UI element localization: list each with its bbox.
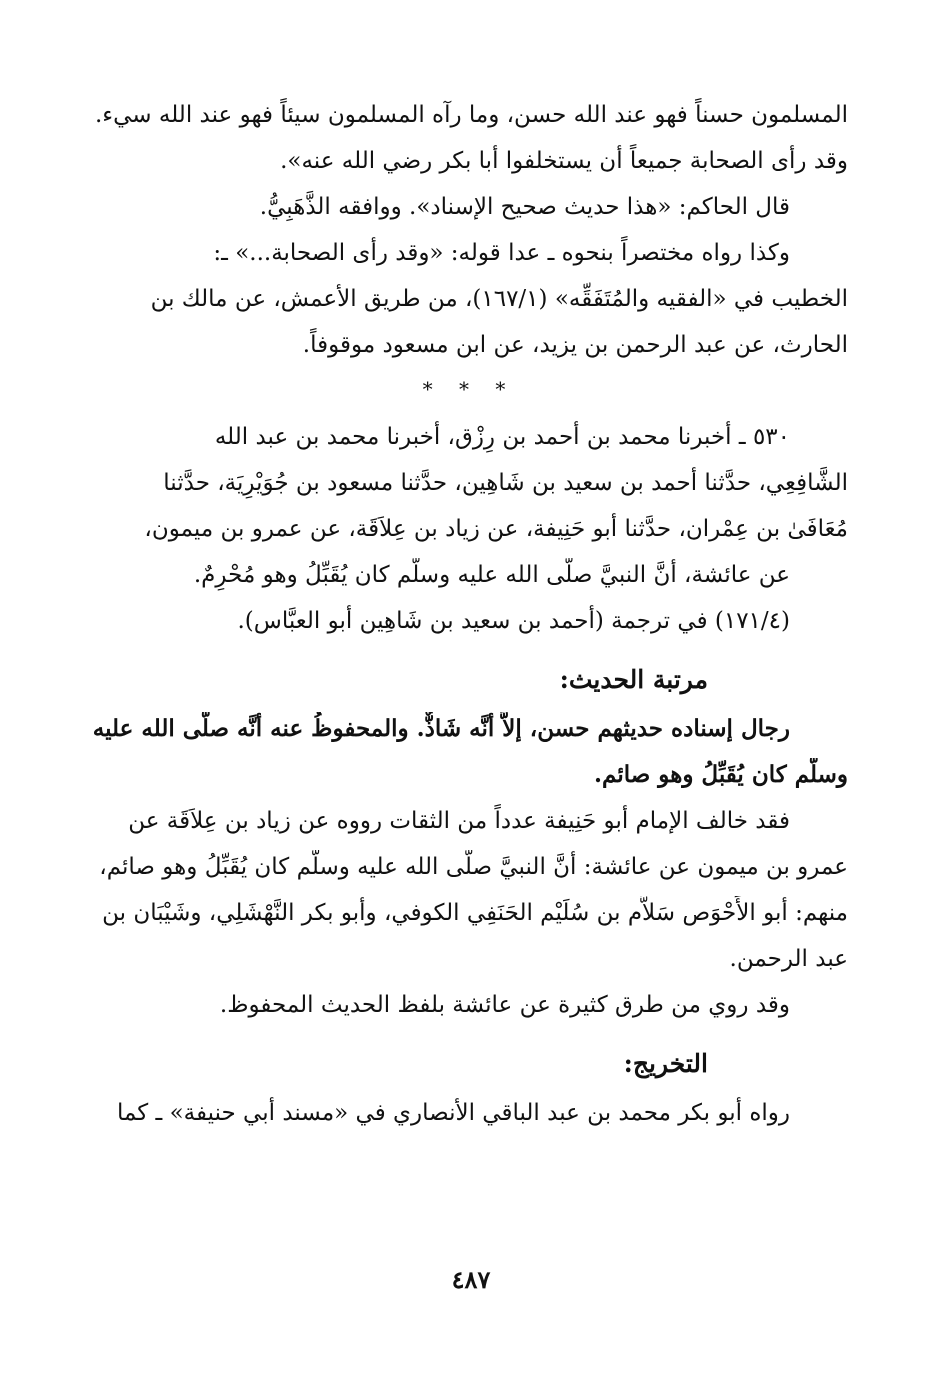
page-body <box>90 98 848 1142</box>
analysis-line: وقد روي من طرق كثيرة عن عائشة بلفظ الحديث المحفوظ. <box>219 992 790 1018</box>
page-number: ٤٨٧ <box>451 1265 491 1294</box>
rank-line: رجال إسناده حديثهم حسن، إلاَّ أنَّه شَاذٌّ. والمحفوظُ عنه أنَّه صلَّى الله عليه <box>92 715 790 742</box>
text-line: وكذا رواه مختصراً بنحوه ـ عدا قوله: «وقد رأى الصحابة...» ـ: <box>213 240 790 266</box>
text-line: الحارث، عن عبد الرحمن بن يزيد، عن ابن مسعود موقوفاً. <box>302 332 848 358</box>
text-line: قال الحاكم: «هذا حديث صحيح الإسناد». ووافقه الذَّهَبِيُّ. <box>259 194 790 220</box>
hadith-line: مُعَافَىٰ بن عِمْران، حدَّثنا أبو حَنِيفة، عن زياد بن عِلاَقَة، عن عمرو بن ميمون، <box>144 516 848 542</box>
rank-heading: مرتبة الحديث: <box>559 665 708 694</box>
analysis-line: فقد خالف الإمام أبو حَنِيفة عدداً من الثقات رووه عن زياد بن عِلاَقَة عن <box>128 808 790 834</box>
rank-line: وسلَّم كان يُقَبِّلُ وهو صائم. <box>594 761 848 788</box>
analysis-line: منهم: أبو الأَحْوَص سَلاَّم بن سُلَيْم الحَنَفِي الكوفي، وأبو بكر النَّهْشَلِي، وشَيْبَان بن <box>102 900 848 926</box>
takhrij-line: رواه أبو بكر محمد بن عبد الباقي الأنصاري في «مسند أبي حنيفة» ـ كما <box>116 1100 790 1126</box>
hadith-line: (١٧١/٤) في ترجمة (أحمد بن سعيد بن شَاهِين أبو العبَّاس). <box>237 608 790 634</box>
analysis-line: عبد الرحمن. <box>729 946 848 972</box>
text-line: وقد رأى الصحابة جميعاً أن يستخلفوا أبا بكر رضي الله عنه». <box>280 148 848 174</box>
text-line: المسلمون حسناً فهو عند الله حسن، وما رآه المسلمون سيئاً فهو عند الله سيء. <box>94 102 848 128</box>
hadith-line: عن عائشة، أنَّ النبيَّ صلَّى الله عليه وسلَّم كان يُقَبِّلُ وهو مُحْرِمٌ. <box>193 562 790 588</box>
section-separator: * * * <box>422 377 516 401</box>
takhrij-heading: التخريج: <box>623 1049 708 1078</box>
hadith-line: الشَّافِعِي، حدَّثنا أحمد بن سعيد بن شَاهِين، حدَّثنا مسعود بن جُوَيْرِيَة، حدَّثنا <box>163 470 848 496</box>
text-line: الخطيب في «الفقيه والمُتَفَقِّه» (١٦٧/١)، من طريق الأعمش، عن مالك بن <box>150 286 848 312</box>
hadith-line: ٥٣٠ ـ أخبرنا محمد بن أحمد بن رِزْق، أخبرنا محمد بن عبد الله <box>214 424 790 450</box>
analysis-line: عمرو بن ميمون عن عائشة: أنَّ النبيَّ صلَّى الله عليه وسلَّم كان يُقَبِّلُ وهو صائم، <box>99 854 848 880</box>
